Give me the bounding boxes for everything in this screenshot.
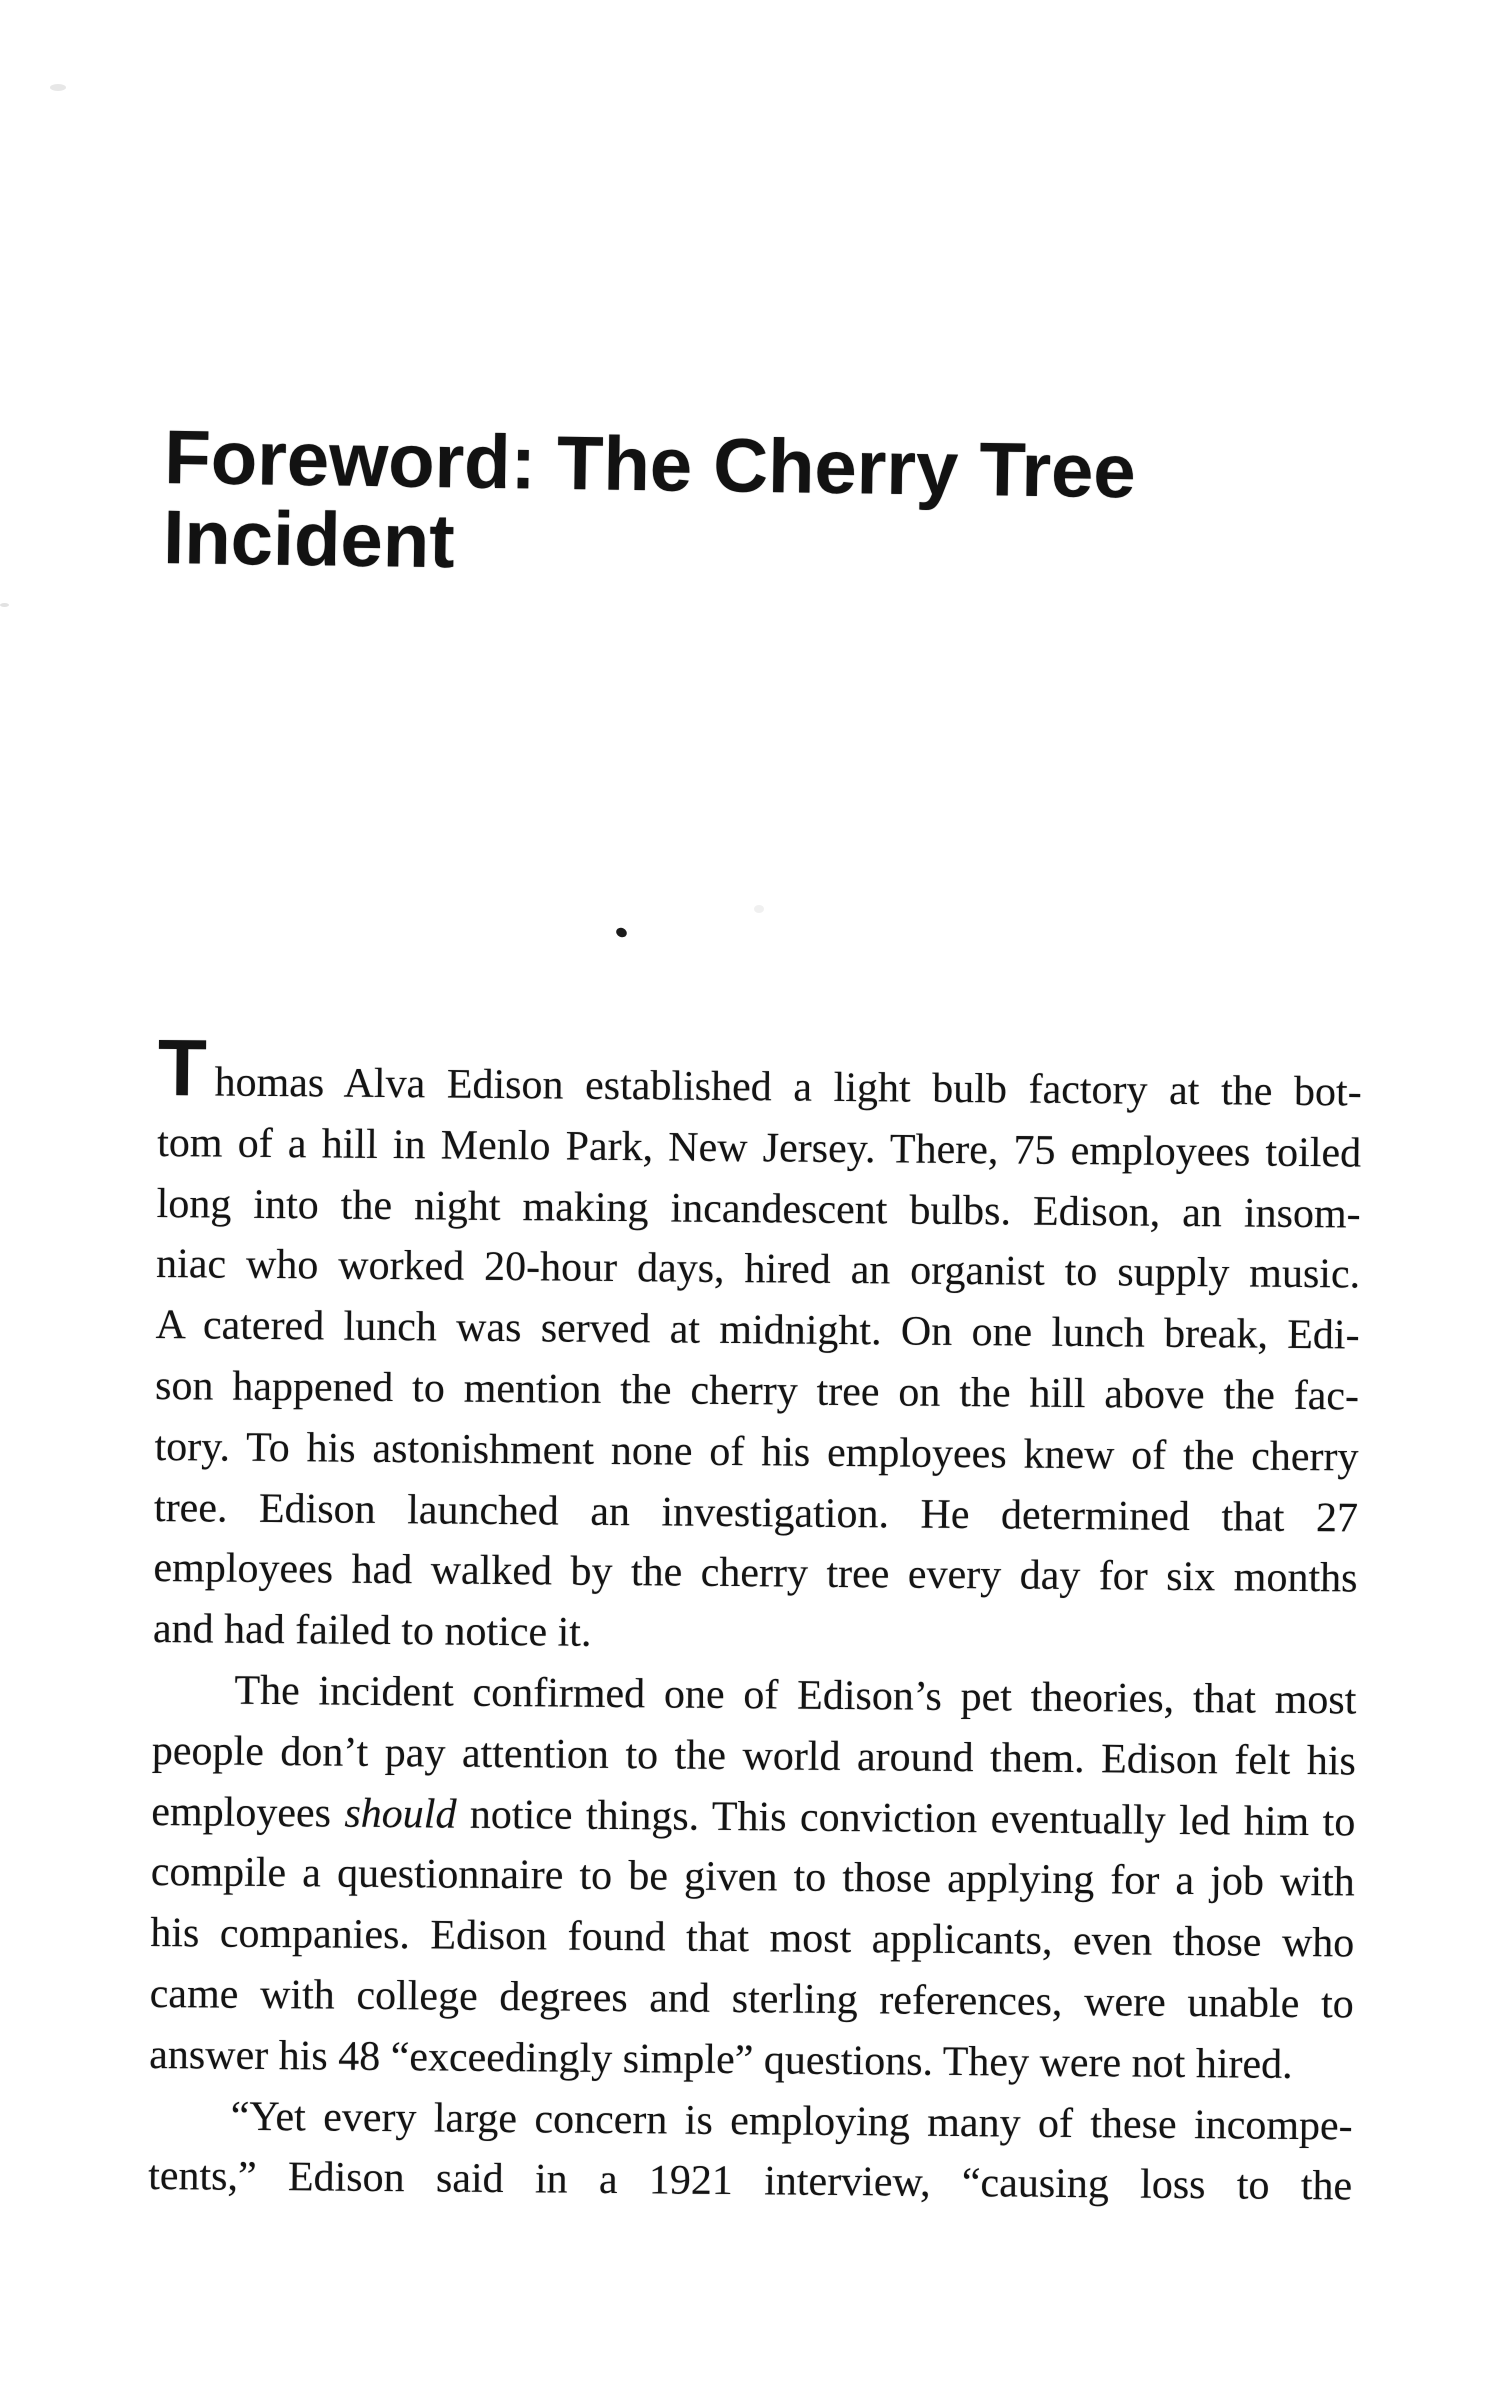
chapter-title-line-1: Foreword: The Cherry Tree [163, 415, 1137, 515]
scan-smudge-artifact [754, 905, 764, 913]
body-line [154, 1417, 1358, 1488]
body-line-segment: The incident confirmed one of Edison’s pet theories, that most [234, 1667, 1357, 1724]
body-line [148, 2146, 1352, 2217]
body-line-segment: his companies. Edison found that most applicants, even those who [150, 1910, 1355, 1967]
scan-smudge-artifact [50, 84, 66, 91]
body-line-segment: son happened to mention the cherry tree on the hill above the fac- [154, 1362, 1360, 1420]
body-line [148, 2086, 1352, 2157]
body-line-segment: answer his 48 “exceedingly simple” questions. They were not hired. [149, 2031, 1293, 2088]
body-line [149, 2025, 1353, 2096]
body-line [156, 1234, 1360, 1305]
body-line-segment: notice things. This conviction eventually led him to [456, 1791, 1356, 1846]
body-line-segment: long into the night making incandescent bulbs. Edison, an insom- [156, 1180, 1361, 1238]
body-line-segment: tents,” Edison said in a 1921 interview, “causing loss to the [147, 2153, 1353, 2210]
body-line-segment: homas Alva Edison established a light bulb factory at the bot- [214, 1059, 1362, 1116]
body-line [152, 1660, 1356, 1731]
raised-initial-cap: T [157, 1023, 208, 1113]
body-text [147, 1023, 1362, 2218]
body-line [156, 1174, 1360, 1245]
italic-word: should [344, 1790, 457, 1838]
body-line [152, 1721, 1356, 1792]
chapter-title [162, 415, 1137, 592]
body-line-segment: employees [151, 1788, 345, 1837]
body-line-segment: tom of a hill in Menlo Park, New Jersey. There, 75 employees toiled [157, 1119, 1362, 1177]
body-line [153, 1599, 1357, 1670]
chapter-title-line-2: Incident [162, 494, 456, 585]
body-line [150, 1903, 1354, 1974]
body-line-segment: employees had walked by the cherry tree every day for six months [153, 1545, 1358, 1602]
body-line [157, 1113, 1361, 1184]
body-line-segment: “Yet every large concern is employing many of these incompe- [230, 2093, 1353, 2150]
body-line-segment: came with college degrees and sterling references, were unable to [149, 1970, 1354, 2028]
body-line-segment: tory. To his astonishment none of his employees knew of the cherry [154, 1423, 1359, 1481]
body-line [157, 1023, 1362, 1123]
body-line-segment: compile a questionnaire to be given to those applying for a job with [150, 1849, 1355, 1906]
body-line [155, 1295, 1359, 1366]
scan-smudge-artifact [0, 603, 9, 607]
body-line-segment: A catered lunch was served at midnight. On one lunch break, Edi- [155, 1302, 1360, 1359]
body-line [154, 1478, 1358, 1549]
body-line [151, 1842, 1355, 1913]
body-line [155, 1356, 1359, 1427]
body-line [151, 1782, 1355, 1853]
body-line-segment: tree. Edison launched an investigation. He determined that 27 [153, 1484, 1359, 1542]
body-line [150, 1964, 1354, 2035]
body-line-segment: and had failed to notice it. [152, 1606, 592, 1656]
body-line [153, 1538, 1357, 1609]
ink-dot-artifact [615, 926, 629, 939]
body-line-segment: people don’t pay attention to the world around them. Edison felt his [151, 1727, 1357, 1785]
body-line-segment: niac who worked 20-hour days, hired an organist to supply music. [155, 1241, 1361, 1298]
